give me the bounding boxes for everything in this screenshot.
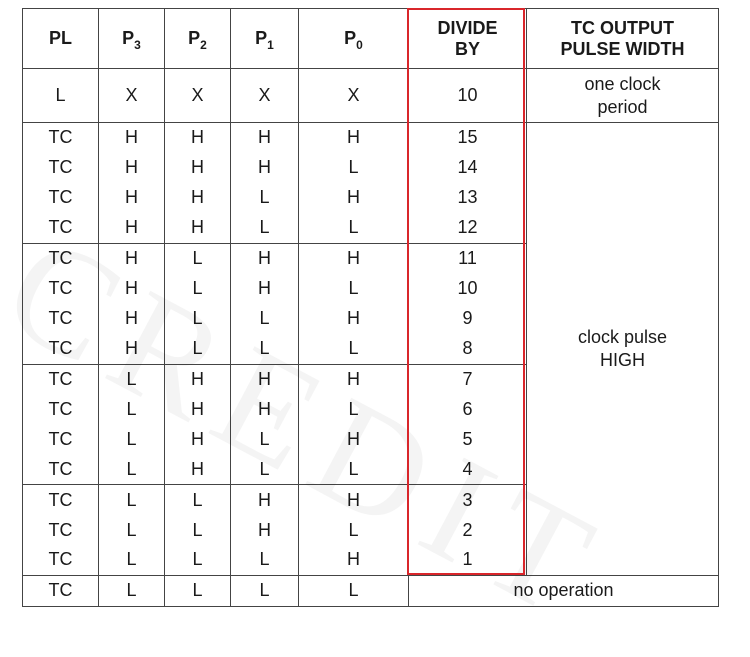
cell-p3: L [99, 424, 165, 454]
cell-p2: L [165, 485, 231, 515]
cell-p1: X [231, 69, 299, 123]
cell-pl: TC [23, 213, 99, 243]
cell-pl: TC [23, 123, 99, 153]
cell-p3: L [99, 455, 165, 485]
cell-p0: H [299, 424, 409, 454]
header-p1: $P_1$ [231, 9, 299, 69]
cell-p1: L [231, 575, 299, 606]
cell-divide: 9 [409, 304, 527, 334]
cell-p2: H [165, 394, 231, 424]
header-pl: PL [23, 9, 99, 69]
cell-p0: H [299, 364, 409, 394]
cell-p2: H [165, 183, 231, 213]
cell-p0: L [299, 575, 409, 606]
cell-p1: L [231, 183, 299, 213]
cell-p1: L [231, 424, 299, 454]
cell-p1: H [231, 273, 299, 303]
cell-p3: L [99, 364, 165, 394]
cell-divide: 13 [409, 183, 527, 213]
cell-p2: H [165, 424, 231, 454]
cell-p0: H [299, 183, 409, 213]
cell-p3: L [99, 545, 165, 575]
cell-p0: H [299, 123, 409, 153]
cell-p2: L [165, 243, 231, 273]
cell-p0: L [299, 273, 409, 303]
cell-p3: H [99, 243, 165, 273]
cell-divide: 11 [409, 243, 527, 273]
cell-tc-output-group: clock pulse HIGH [527, 123, 719, 576]
cell-p2: L [165, 273, 231, 303]
cell-p3: H [99, 183, 165, 213]
cell-p2: L [165, 575, 231, 606]
cell-pl: TC [23, 515, 99, 545]
cell-p1: H [231, 394, 299, 424]
table-row-no-operation [23, 575, 719, 606]
header-p2: $P_2$ [165, 9, 231, 69]
cell-p0: L [299, 515, 409, 545]
cell-p3: X [99, 69, 165, 123]
cell-divide: 2 [409, 515, 527, 545]
cell-p0: H [299, 485, 409, 515]
cell-p2: H [165, 364, 231, 394]
cell-pl: TC [23, 575, 99, 606]
cell-divide: 4 [409, 455, 527, 485]
cell-p3: H [99, 334, 165, 364]
cell-p2: X [165, 69, 231, 123]
cell-p2: H [165, 455, 231, 485]
cell-p1: H [231, 364, 299, 394]
cell-p1: L [231, 334, 299, 364]
cell-tc-output: one clock period [527, 69, 719, 123]
cell-divide: 10 [409, 69, 527, 123]
cell-p2: L [165, 545, 231, 575]
cell-p0: L [299, 334, 409, 364]
cell-no-operation: no operation [409, 575, 719, 606]
cell-p1: H [231, 515, 299, 545]
cell-pl: TC [23, 364, 99, 394]
cell-divide: 8 [409, 334, 527, 364]
cell-p0: X [299, 69, 409, 123]
header-divide-by: DIVIDE BY [409, 9, 527, 69]
cell-pl: TC [23, 304, 99, 334]
cell-p3: H [99, 273, 165, 303]
cell-p1: H [231, 485, 299, 515]
cell-p3: L [99, 394, 165, 424]
cell-pl: TC [23, 485, 99, 515]
cell-divide: 7 [409, 364, 527, 394]
cell-p1: L [231, 213, 299, 243]
cell-p1: H [231, 153, 299, 183]
cell-pl: TC [23, 424, 99, 454]
cell-pl: L [23, 69, 99, 123]
cell-pl: TC [23, 273, 99, 303]
header-row [23, 9, 719, 69]
cell-p2: H [165, 213, 231, 243]
cell-divide: 5 [409, 424, 527, 454]
cell-divide: 15 [409, 123, 527, 153]
header-tc-output: TC OUTPUT PULSE WIDTH [527, 9, 719, 69]
cell-p0: L [299, 153, 409, 183]
header-p3: $P_3$ [99, 9, 165, 69]
cell-p1: L [231, 304, 299, 334]
cell-pl: TC [23, 153, 99, 183]
cell-p1: H [231, 243, 299, 273]
cell-divide: 6 [409, 394, 527, 424]
truth-table [22, 8, 719, 607]
cell-divide: 3 [409, 485, 527, 515]
cell-pl: TC [23, 455, 99, 485]
cell-divide: 14 [409, 153, 527, 183]
cell-pl: TC [23, 183, 99, 213]
cell-p3: H [99, 153, 165, 183]
cell-divide: 1 [409, 545, 527, 575]
cell-p0: L [299, 213, 409, 243]
cell-p3: L [99, 485, 165, 515]
table-row [23, 123, 719, 153]
cell-p2: L [165, 304, 231, 334]
cell-p2: H [165, 123, 231, 153]
cell-p2: H [165, 153, 231, 183]
cell-p1: L [231, 545, 299, 575]
cell-p3: H [99, 123, 165, 153]
cell-pl: TC [23, 243, 99, 273]
cell-p3: H [99, 304, 165, 334]
cell-pl: TC [23, 394, 99, 424]
header-p0: $P_0$ [299, 9, 409, 69]
cell-pl: TC [23, 545, 99, 575]
cell-p0: H [299, 545, 409, 575]
cell-p2: L [165, 334, 231, 364]
cell-p0: H [299, 304, 409, 334]
cell-pl: TC [23, 334, 99, 364]
cell-p3: H [99, 213, 165, 243]
cell-p0: L [299, 394, 409, 424]
cell-divide: 10 [409, 273, 527, 303]
cell-p1: L [231, 455, 299, 485]
cell-p1: H [231, 123, 299, 153]
cell-p0: H [299, 243, 409, 273]
cell-p0: L [299, 455, 409, 485]
cell-p3: L [99, 515, 165, 545]
table-row-load [23, 69, 719, 123]
cell-p2: L [165, 515, 231, 545]
cell-p3: L [99, 575, 165, 606]
cell-divide: 12 [409, 213, 527, 243]
